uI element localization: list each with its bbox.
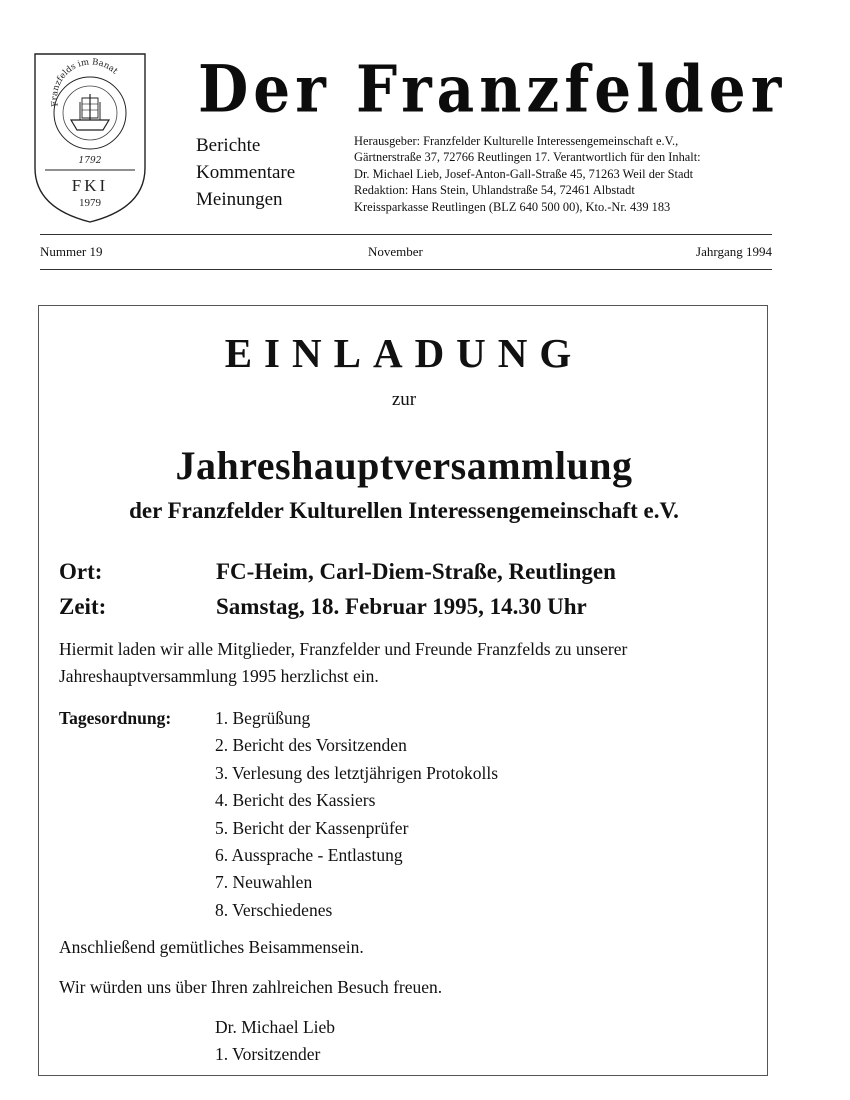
agenda-item: 4. Bericht des Kassiers [215,790,376,811]
agenda-item: 1. Begrüßung [215,708,311,728]
publisher-line: Redaktion: Hans Stein, Uhlandstraße 54, 72461 Albstadt [354,183,635,198]
tagline-item: Meinungen [196,189,283,210]
signature-name: Dr. Michael Lieb [215,1017,336,1037]
invitation-connector: zur [391,389,417,410]
agenda-item: 5. Bericht der Kassenprüfer [215,817,409,838]
club-crest-logo [31,50,149,225]
signature-role: 1. Vorsitzender [215,1044,321,1064]
organization-name: der Franzfelder Kulturellen Interessengemeinschaft e.V. [129,498,679,523]
publisher-line: Herausgeber: Franzfelder Kulturelle Interessengemeinschaft e.V., [354,134,679,148]
crest-initials: FKI [71,176,109,195]
crest-arc-text: Franzfelds im Banat [49,57,120,108]
closing-welcome: Wir würden uns über Ihren zahlreichen Besuch freuen. [59,977,443,997]
agenda-label: Tagesordnung: [59,708,172,728]
agenda-list [215,705,498,924]
tagline-item: Berichte [196,135,261,156]
time-row [59,591,749,623]
closing-social: Anschließend gemütliches Beisammensein. [59,937,364,957]
time-value: Samstag, 18. Februar 1995, 14.30 Uhr [216,594,587,619]
issue-month: November [368,244,423,259]
publisher-line: Gärtnerstraße 37, 72766 Reutlingen 17. Verantwortlich für den Inhalt: [354,150,701,165]
tagline-list [196,132,346,213]
agenda-item: 7. Neuwahlen [215,872,313,893]
issue-number: Nummer 19 [40,244,103,259]
agenda-item: 3. Verlesung des letztjährigen Protokolls [215,762,499,783]
agenda-item: 8. Verschiedenes [215,899,333,920]
issue-year: Jahrgang 1994 [696,244,772,259]
time-label: Zeit: [59,594,107,619]
place-row [59,556,749,588]
issue-info-bar [40,241,772,263]
agenda-item: 6. Aussprache - Entlastung [215,845,403,866]
publisher-line: Kreissparkasse Reutlingen (BLZ 640 500 00), Kto.-Nr. 439 183 [354,199,671,214]
invitation-box [38,305,768,1076]
newspaper-title: Der Franzfelder [198,50,787,128]
agenda-item: 2. Bericht des Vorsitzenden [215,735,407,756]
meeting-heading: Jahreshauptversammlung [175,443,633,488]
crest-village-year: 1792 [78,156,102,166]
invitation-title: EINLADUNG [224,330,584,376]
crest-club-year: 1979 [79,197,101,209]
place-value: FC-Heim, Carl-Diem-Straße, Reutlingen [216,559,616,584]
invitation-intro: Hiermit laden wir alle Mitglieder, Franzfelder und Freunde Franzfelds zu unserer Jahreshauptversammlung 1995 herzlichst ein. [59,639,628,686]
publisher-line: Dr. Michael Lieb, Josef-Anton-Gall-Straße 45, 71263 Weil der Stadt [354,166,694,181]
publisher-info [354,133,784,215]
place-label: Ort: [59,559,103,584]
header-divider-top [40,234,772,235]
header-divider-bottom [40,269,772,270]
tagline-item: Kommentare [196,162,296,183]
